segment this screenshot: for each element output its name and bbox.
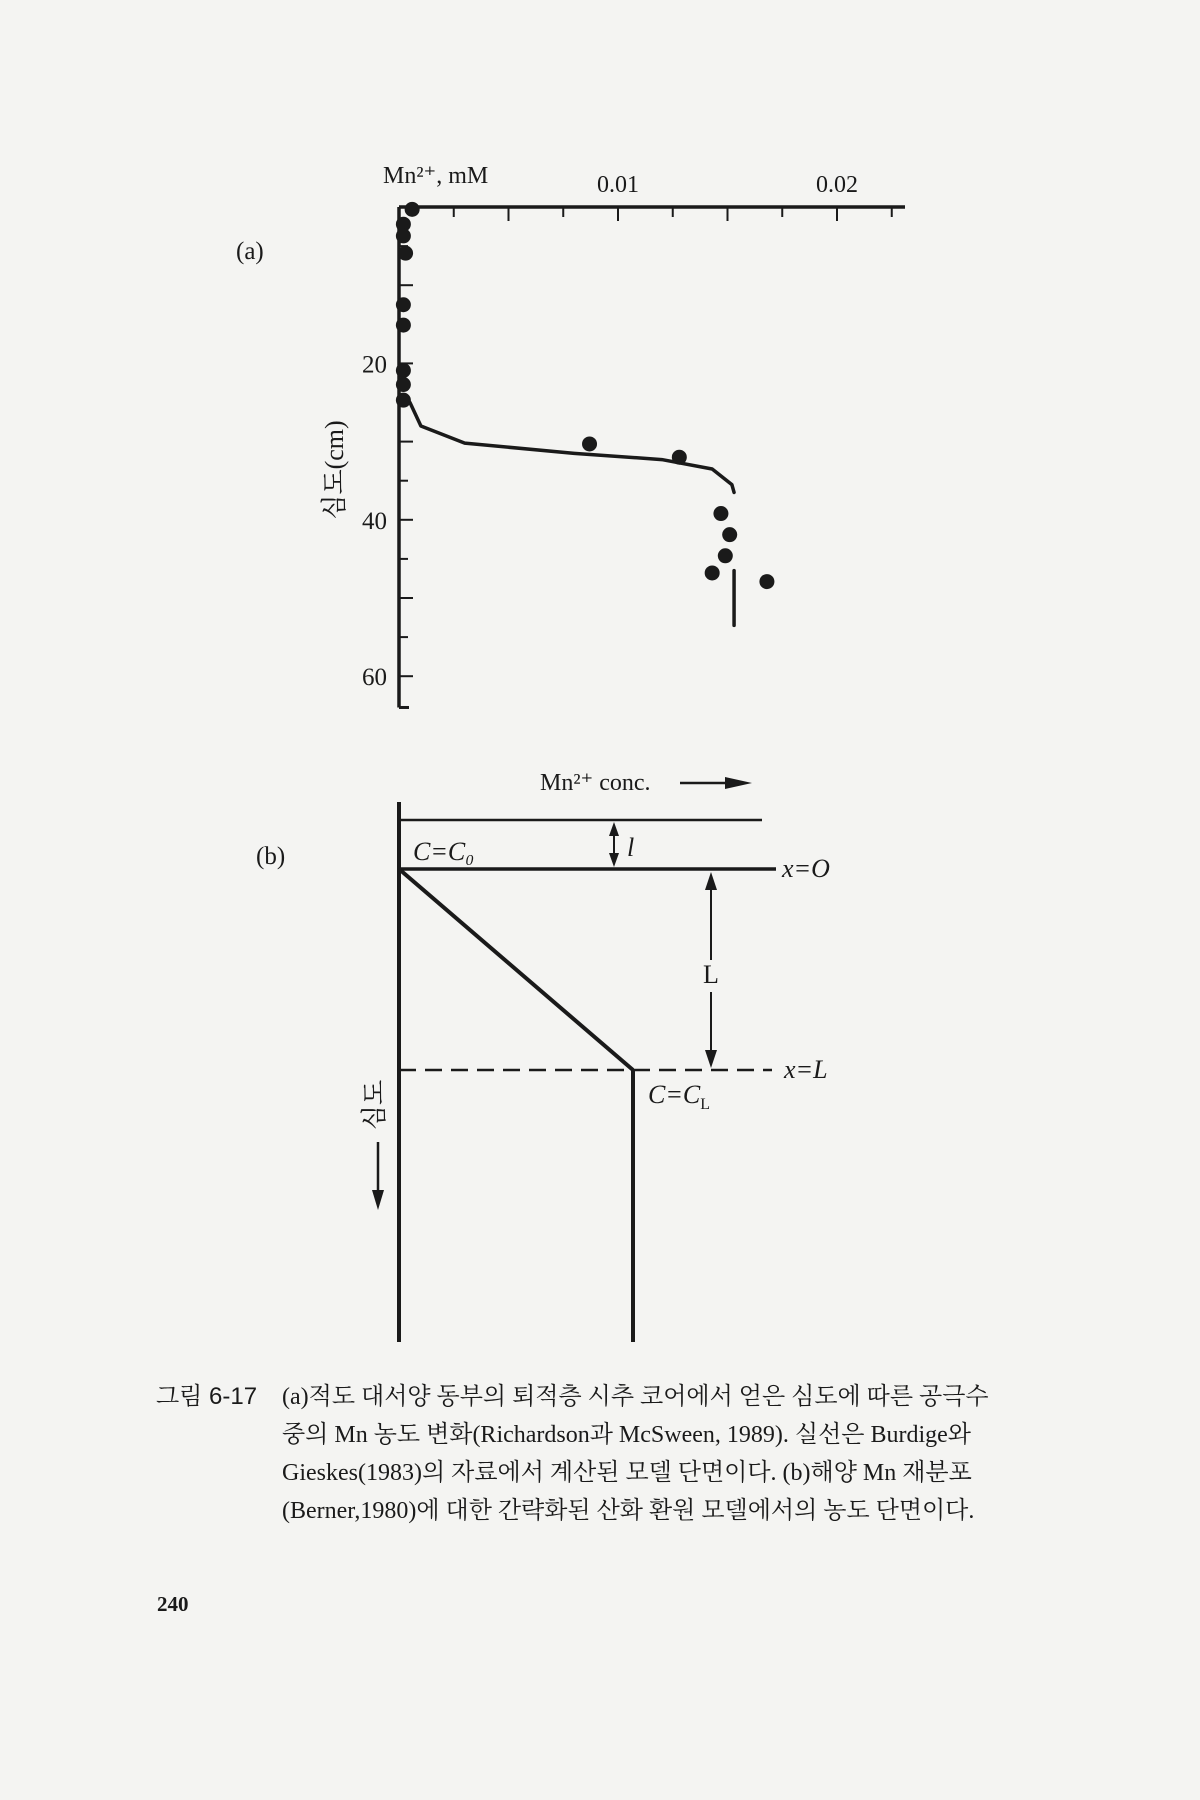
- model-curve-1: [410, 403, 734, 493]
- y-axis-label: 심도(cm): [320, 420, 349, 520]
- big-l-arrowhead-down: [705, 1050, 717, 1068]
- l-label: l: [627, 833, 635, 862]
- big-l-label: L: [703, 960, 719, 989]
- axis-ticks: [362, 172, 905, 707]
- data-point: [396, 297, 411, 312]
- data-point: [396, 393, 411, 408]
- caption-text: [282, 1378, 1062, 1530]
- xl-label: x=L: [784, 1055, 828, 1084]
- cl-label: $C=C_L$: [648, 1080, 711, 1113]
- caption-line-3: Gieskes(1983)의 자료에서 계산된 모델 단면이다. (b)해양 Mn 재분포: [282, 1460, 972, 1486]
- panel-b-label: (b): [256, 843, 286, 870]
- chart-a: [0, 0, 1200, 760]
- caption-number: 그림 6-17: [156, 1383, 258, 1410]
- y-tick-label: 40: [362, 507, 387, 535]
- y-tick-label: 60: [362, 664, 387, 692]
- diagram-b: [0, 760, 1200, 1350]
- data-point: [582, 436, 597, 451]
- data-point: [722, 527, 737, 542]
- data-point: [396, 363, 411, 378]
- data-point: [759, 574, 774, 589]
- x-tick-label: 0.02: [816, 172, 858, 198]
- concentration-arrowhead: [725, 777, 752, 789]
- caption-line-1: (a)적도 대서양 동부의 퇴적층 시추 코어에서 얻은 심도에 따른 공극수: [282, 1384, 989, 1410]
- data-point: [396, 377, 411, 392]
- depth-label: 심도: [360, 1079, 389, 1131]
- depth-arrowhead: [372, 1190, 384, 1210]
- page-number: 240: [157, 1592, 189, 1616]
- concentration-axis-label: Mn²⁺ conc.: [540, 770, 651, 796]
- data-point: [405, 202, 420, 217]
- x0-label: x=O: [782, 854, 830, 883]
- linear-concentration-profile: [399, 869, 633, 1070]
- y-tick-label: 20: [362, 351, 387, 379]
- data-point: [713, 506, 728, 521]
- big-l-arrowhead-up: [705, 872, 717, 890]
- data-point: [396, 318, 411, 333]
- caption-line-4: (Berner,1980)에 대한 간략화된 산화 환원 모델에서의 농도 단면이다.: [282, 1498, 975, 1524]
- data-point: [705, 565, 720, 580]
- data-point: [718, 548, 733, 563]
- x-axis-label: Mn²⁺, mM: [383, 163, 489, 189]
- data-point: [396, 228, 411, 243]
- c0-label: C=C₀: [413, 837, 475, 866]
- plot-marks: [396, 202, 775, 626]
- data-point: [398, 246, 413, 261]
- l-arrow-up: [609, 822, 619, 836]
- caption-line-2: 중의 Mn 농도 변화(Richardson과 McSween, 1989). 실선은 Burdige와: [282, 1422, 971, 1448]
- panel-a-label: (a): [236, 238, 264, 265]
- x-tick-label: 0.01: [597, 172, 639, 198]
- l-arrow-down: [609, 853, 619, 867]
